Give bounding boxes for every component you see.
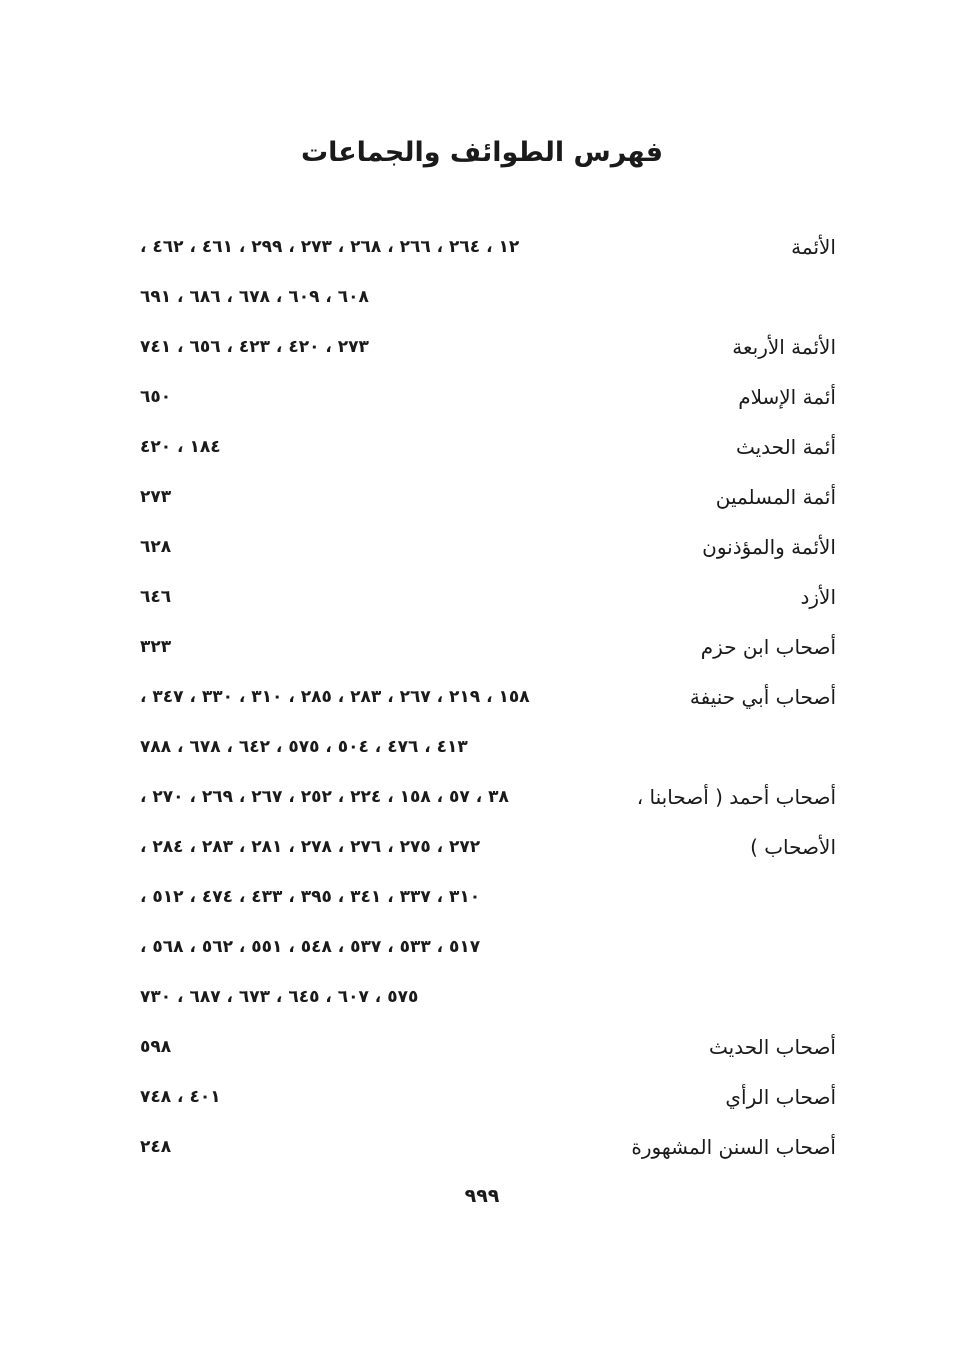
- index-term: الأزد: [800, 585, 836, 609]
- index-term: أئمة الإسلام: [738, 385, 836, 409]
- page-references: ٢٧٣: [140, 487, 172, 507]
- index-term: أئمة الحديث: [735, 435, 836, 459]
- index-term: أصحاب ابن حزم: [700, 635, 836, 659]
- index-line: [0, 222, 964, 272]
- index-entries: [0, 222, 964, 1172]
- page-references: ٥٩٨: [140, 1037, 172, 1057]
- index-term: أصحاب السنن المشهورة: [631, 1135, 836, 1159]
- index-term: الأصحاب ): [750, 835, 836, 859]
- index-term: الأئمة والمؤذنون: [702, 535, 836, 559]
- page-references: ١٥٨ ، ٢١٩ ، ٢٦٧ ، ٢٨٣ ، ٢٨٥ ، ٣١٠ ، ٣٣٠ ، ٣٤٧ ،: [140, 687, 530, 707]
- index-term: أئمة المسلمين: [715, 485, 836, 509]
- page-references: ٦٢٨: [140, 537, 172, 557]
- page-references: ٢٤٨: [140, 1137, 172, 1157]
- index-term: أصحاب أحمد ( أصحابنا ،: [636, 785, 836, 809]
- index-line: [0, 622, 964, 672]
- page-references: ٦٠٨ ، ٦٠٩ ، ٦٧٨ ، ٦٨٦ ، ٦٩١: [140, 287, 369, 307]
- page-references: ٣٢٣: [140, 637, 172, 657]
- index-line: [0, 272, 964, 322]
- index-term: الأئمة: [791, 235, 836, 259]
- index-line: [0, 922, 964, 972]
- page-references: ٢٧٣ ، ٤٢٠ ، ٤٢٣ ، ٦٥٦ ، ٧٤١: [140, 337, 369, 357]
- page-references: ١٨٤ ، ٤٢٠: [140, 437, 221, 457]
- page-references: ١٢ ، ٢٦٤ ، ٢٦٦ ، ٢٦٨ ، ٢٧٣ ، ٢٩٩ ، ٤٦١ ، ٤٦٢ ،: [140, 237, 520, 257]
- page-references: ٣١٠ ، ٣٣٧ ، ٣٤١ ، ٣٩٥ ، ٤٣٣ ، ٤٧٤ ، ٥١٢ ،: [140, 887, 481, 907]
- page-references: ٦٤٦: [140, 587, 172, 607]
- index-line: [0, 872, 964, 922]
- index-line: [0, 672, 964, 722]
- index-line: [0, 572, 964, 622]
- index-line: [0, 1022, 964, 1072]
- page-references: ٦٥٠: [140, 387, 172, 407]
- page-references: ٥١٧ ، ٥٣٣ ، ٥٣٧ ، ٥٤٨ ، ٥٥١ ، ٥٦٢ ، ٥٦٨ ،: [140, 937, 481, 957]
- index-line: [0, 472, 964, 522]
- index-line: [0, 1122, 964, 1172]
- index-term: الأئمة الأربعة: [732, 335, 836, 359]
- page-references: ٢٧٢ ، ٢٧٥ ، ٢٧٦ ، ٢٧٨ ، ٢٨١ ، ٢٨٣ ، ٢٨٤ ،: [140, 837, 481, 857]
- index-line: [0, 772, 964, 822]
- page-references: ٤١٣ ، ٤٧٦ ، ٥٠٤ ، ٥٧٥ ، ٦٤٢ ، ٦٧٨ ، ٧٨٨: [140, 737, 468, 757]
- index-line: [0, 1072, 964, 1122]
- index-line: [0, 322, 964, 372]
- index-line: [0, 422, 964, 472]
- page-references: ٥٧٥ ، ٦٠٧ ، ٦٤٥ ، ٦٧٣ ، ٦٨٧ ، ٧٣٠: [140, 987, 419, 1007]
- page-title: فهرس الطوائف والجماعات: [300, 137, 664, 168]
- index-line: [0, 722, 964, 772]
- index-term: أصحاب أبي حنيفة: [689, 685, 836, 709]
- page-references: ٤٠١ ، ٧٤٨: [140, 1087, 221, 1107]
- index-term: أصحاب الحديث: [709, 1035, 836, 1059]
- index-line: [0, 522, 964, 572]
- index-line: [0, 822, 964, 872]
- index-line: [0, 972, 964, 1022]
- index-term: أصحاب الرأي: [725, 1085, 836, 1109]
- index-line: [0, 372, 964, 422]
- page-number: ٩٩٩: [464, 1185, 500, 1207]
- page-references: ٣٨ ، ٥٧ ، ١٥٨ ، ٢٢٤ ، ٢٥٢ ، ٢٦٧ ، ٢٦٩ ، ٢٧٠ ،: [140, 787, 509, 807]
